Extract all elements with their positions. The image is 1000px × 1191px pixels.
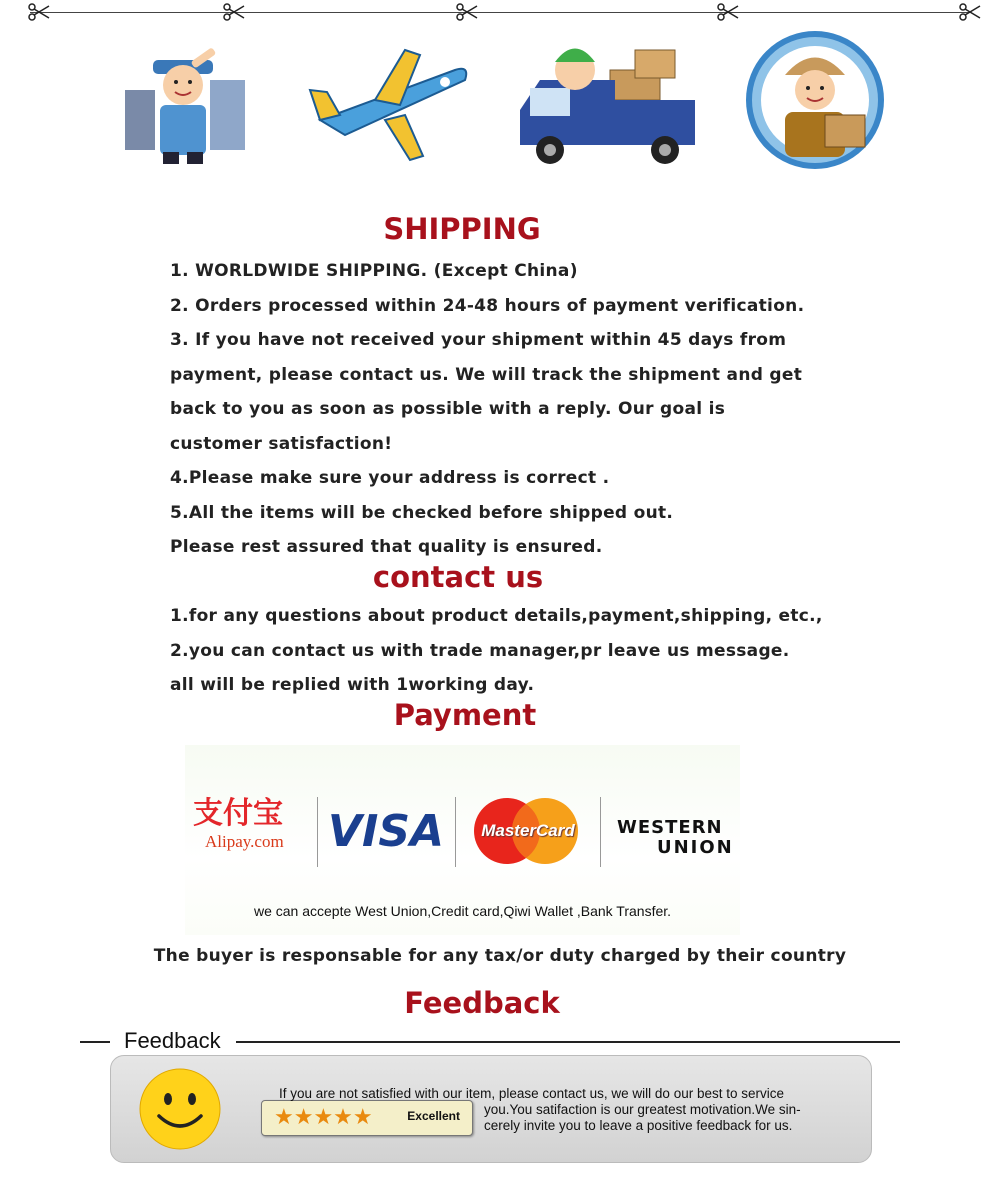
payment-divider [317, 797, 318, 867]
tax-note: The buyer is responsable for any tax/or duty charged by their country [153, 946, 847, 966]
feedback-rule [236, 1041, 900, 1043]
contact-line: all will be replied with 1working day. [170, 675, 535, 695]
shipping-line: payment, please contact us. We will track the shipment and get [170, 364, 803, 385]
five-stars-icon: ★★★★★ [274, 1105, 373, 1130]
shipping-line: 5.All the items will be checked before shipped out. [170, 502, 674, 523]
feedback-heading: Feedback [404, 986, 560, 1020]
contact-line: 2.you can contact us with trade manager,pr leave us message. [170, 640, 790, 661]
feedback-text-line: cerely invite you to leave a positive feedback for us. [484, 1118, 793, 1133]
mastercard-logo [467, 797, 587, 865]
shipping-line: back to you as soon as possible with a reply. Our goal is [170, 399, 726, 419]
shipping-line: 1. WORLDWIDE SHIPPING. (Except China) [170, 261, 578, 281]
feedback-text-line: If you are not satisfied with our item, please contact us, we will do our best to service [279, 1086, 784, 1101]
visa-text: VISA [327, 805, 445, 857]
alipay-en-text: Alipay.com [205, 832, 284, 851]
western-union-logo [617, 797, 747, 865]
payment-heading: Payment [393, 698, 537, 732]
feedback-rule [80, 1041, 110, 1043]
shipping-line: 3. If you have not received your shipment within 45 days from [170, 330, 787, 350]
airplane-illustration [305, 30, 475, 170]
contact-line: 1.for any questions about product details,payment,shipping, etc., [170, 606, 823, 626]
shipping-text [170, 254, 850, 565]
alipay-cn-text: 支付宝 [193, 796, 283, 831]
union-text: UNION [657, 837, 734, 858]
feedback-text-line: you.You satifaction is our greatest motivation.We sin- [484, 1102, 801, 1117]
scissors-icon [716, 2, 740, 22]
contact-heading: contact us [372, 560, 544, 594]
contact-text [170, 599, 850, 703]
payment-panel [185, 745, 740, 935]
feedback-box [110, 1055, 872, 1163]
delivery-man-illustration [745, 30, 885, 170]
rating-label: Excellent [407, 1109, 460, 1123]
scissors-icon [27, 2, 51, 22]
cut-line [30, 12, 970, 14]
scissors-icon [455, 2, 479, 22]
western-text: WESTERN [617, 817, 723, 838]
shipping-line: 2. Orders processed within 24-48 hours of payment verification. [170, 295, 805, 316]
scissors-icon [958, 2, 982, 22]
visa-logo [327, 797, 445, 865]
shipping-line: Please rest assured that quality is ensured. [170, 537, 603, 557]
payment-divider [455, 797, 456, 867]
mastercard-text: MasterCard [481, 821, 575, 840]
delivery-truck-illustration [515, 30, 700, 170]
payment-caption: we can accepte West Union,Credit card,Qiwi Wallet ,Bank Transfer. [253, 903, 672, 919]
shipping-line: 4.Please make sure your address is correct . [170, 468, 610, 488]
smiley-face-icon [139, 1068, 221, 1150]
feedback-text [279, 1086, 859, 1134]
feedback-strip-label: Feedback [120, 1028, 225, 1054]
shipping-heading: SHIPPING [383, 212, 541, 246]
payment-divider [600, 797, 601, 867]
alipay-logo [193, 797, 313, 865]
shipping-line: customer satisfaction! [170, 433, 393, 454]
scissors-icon [222, 2, 246, 22]
saluting-courier-illustration [115, 30, 255, 170]
